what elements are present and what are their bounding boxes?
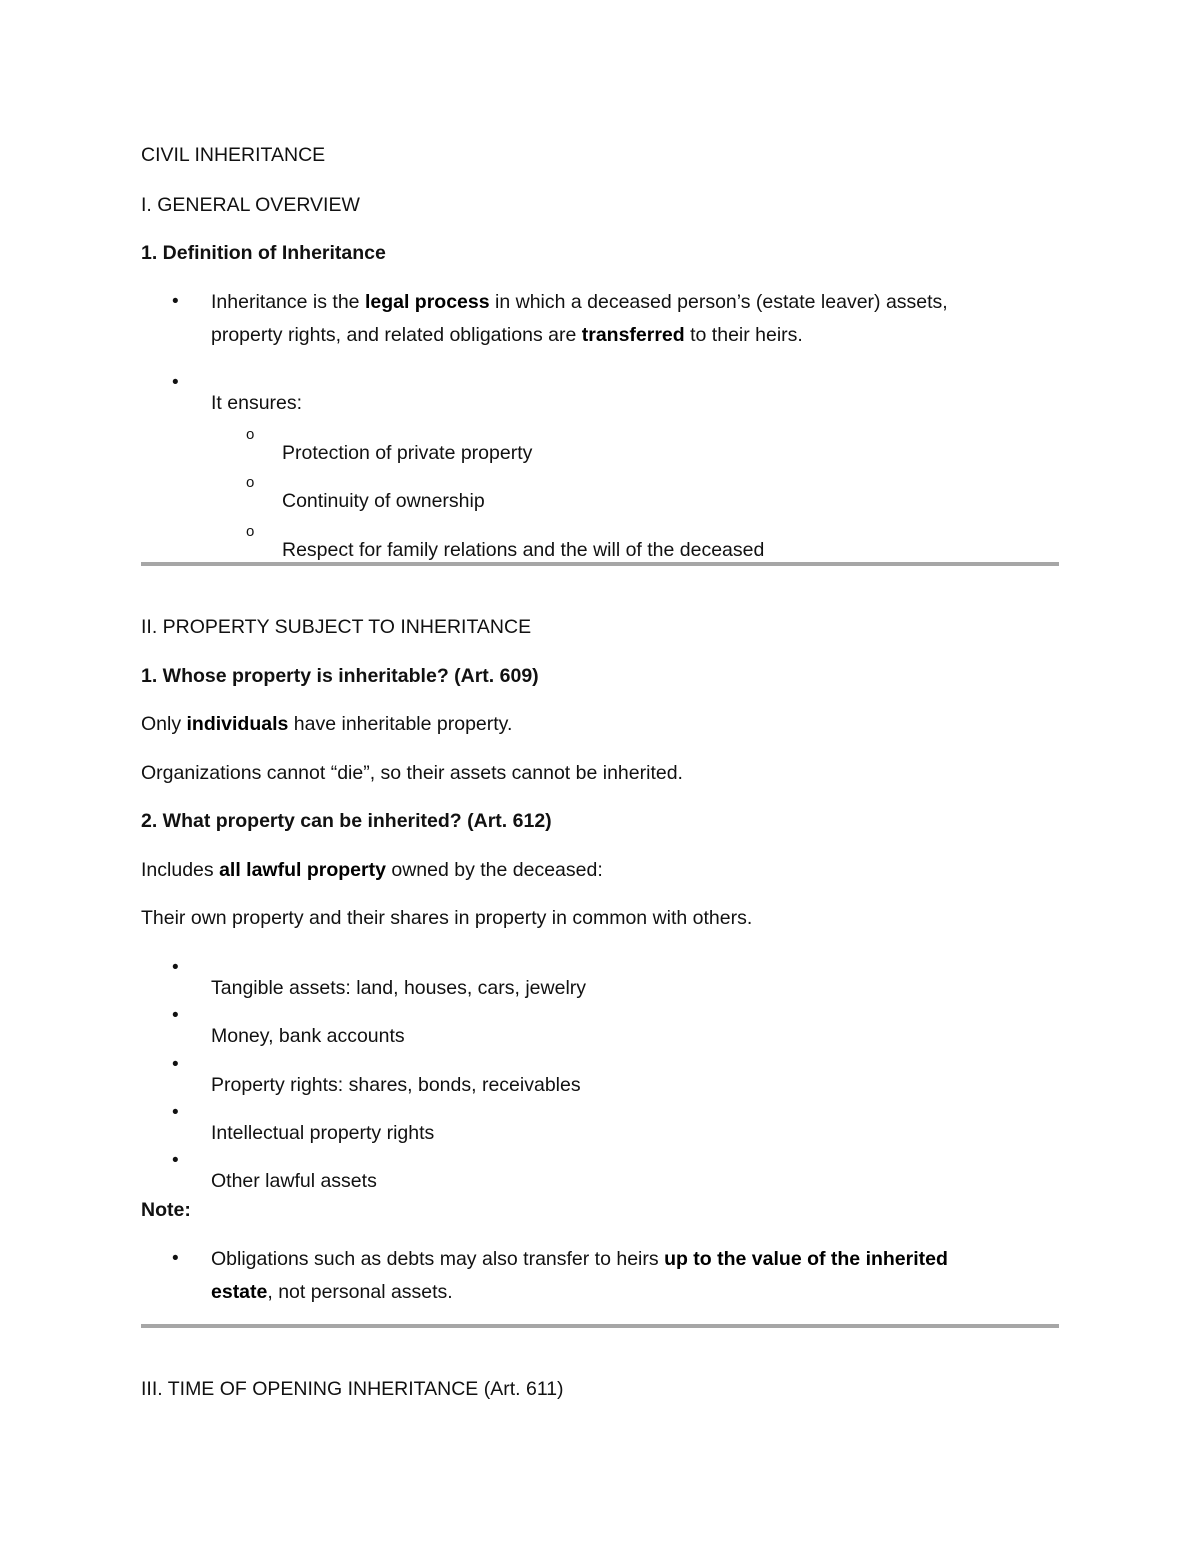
paragraph-includes: Includes all lawful property owned by the deceased: [141,859,603,881]
ensures-bullet: It ensures: [211,391,303,414]
property-list-item: Money, bank accounts [211,1024,405,1047]
property-list-item: Intellectual property rights [211,1121,435,1144]
subheading-definition: 1. Definition of Inheritance [141,242,386,264]
bullet-marker: • [172,957,179,978]
definition-line-1: Inheritance is the legal process in which a deceased person’s (estate leaver) assets, [211,291,948,313]
section-heading-general-overview: I. GENERAL OVERVIEW [141,194,360,216]
paragraph-individuals: Only individuals have inheritable property. [141,713,513,735]
property-list-item: Property rights: shares, bonds, receivables [211,1073,581,1096]
property-list-item: Other lawful assets [211,1169,377,1192]
ensures-item: Protection of private property [282,441,533,464]
sub-bullet-marker: o [246,523,255,540]
paragraph-organizations: Organizations cannot “die”, so their assets cannot be inherited. [141,762,683,784]
section-heading-property: II. PROPERTY SUBJECT TO INHERITANCE [141,616,532,638]
sub-bullet-marker: o [246,426,255,443]
property-list-item: Tangible assets: land, houses, cars, jewelry [211,976,587,999]
paragraph-own-property: Their own property and their shares in property in common with others. [141,907,753,929]
horizontal-rule [141,562,1059,566]
ensures-item: Continuity of ownership [282,489,485,512]
bullet-marker: • [172,291,179,312]
note-bullet [211,1243,948,1309]
bullet-marker: • [172,372,179,393]
bullet-marker: • [172,1248,179,1269]
sub-bullet-marker: o [246,474,255,491]
horizontal-rule [141,1324,1059,1328]
definition-bullet [211,286,948,352]
definition-line-2: property rights, and related obligations are transferred to their heirs. [211,324,803,346]
bullet-marker: • [172,1102,179,1123]
bullet-marker: • [172,1054,179,1075]
note-label: Note: [141,1199,191,1221]
bullet-marker: • [172,1150,179,1171]
ensures-item: Respect for family relations and the will of the deceased [282,538,765,561]
subheading-what-property: 2. What property can be inherited? (Art. 612) [141,810,552,832]
note-line-2: estate, not personal assets. [211,1281,453,1303]
subheading-whose-property: 1. Whose property is inheritable? (Art. 609) [141,665,539,687]
section-heading-time-of-opening: III. TIME OF OPENING INHERITANCE (Art. 611) [141,1378,564,1400]
note-line-1: Obligations such as debts may also transfer to heirs up to the value of the inherited [211,1248,948,1270]
bullet-marker: • [172,1005,179,1026]
document-title: CIVIL INHERITANCE [141,144,326,166]
